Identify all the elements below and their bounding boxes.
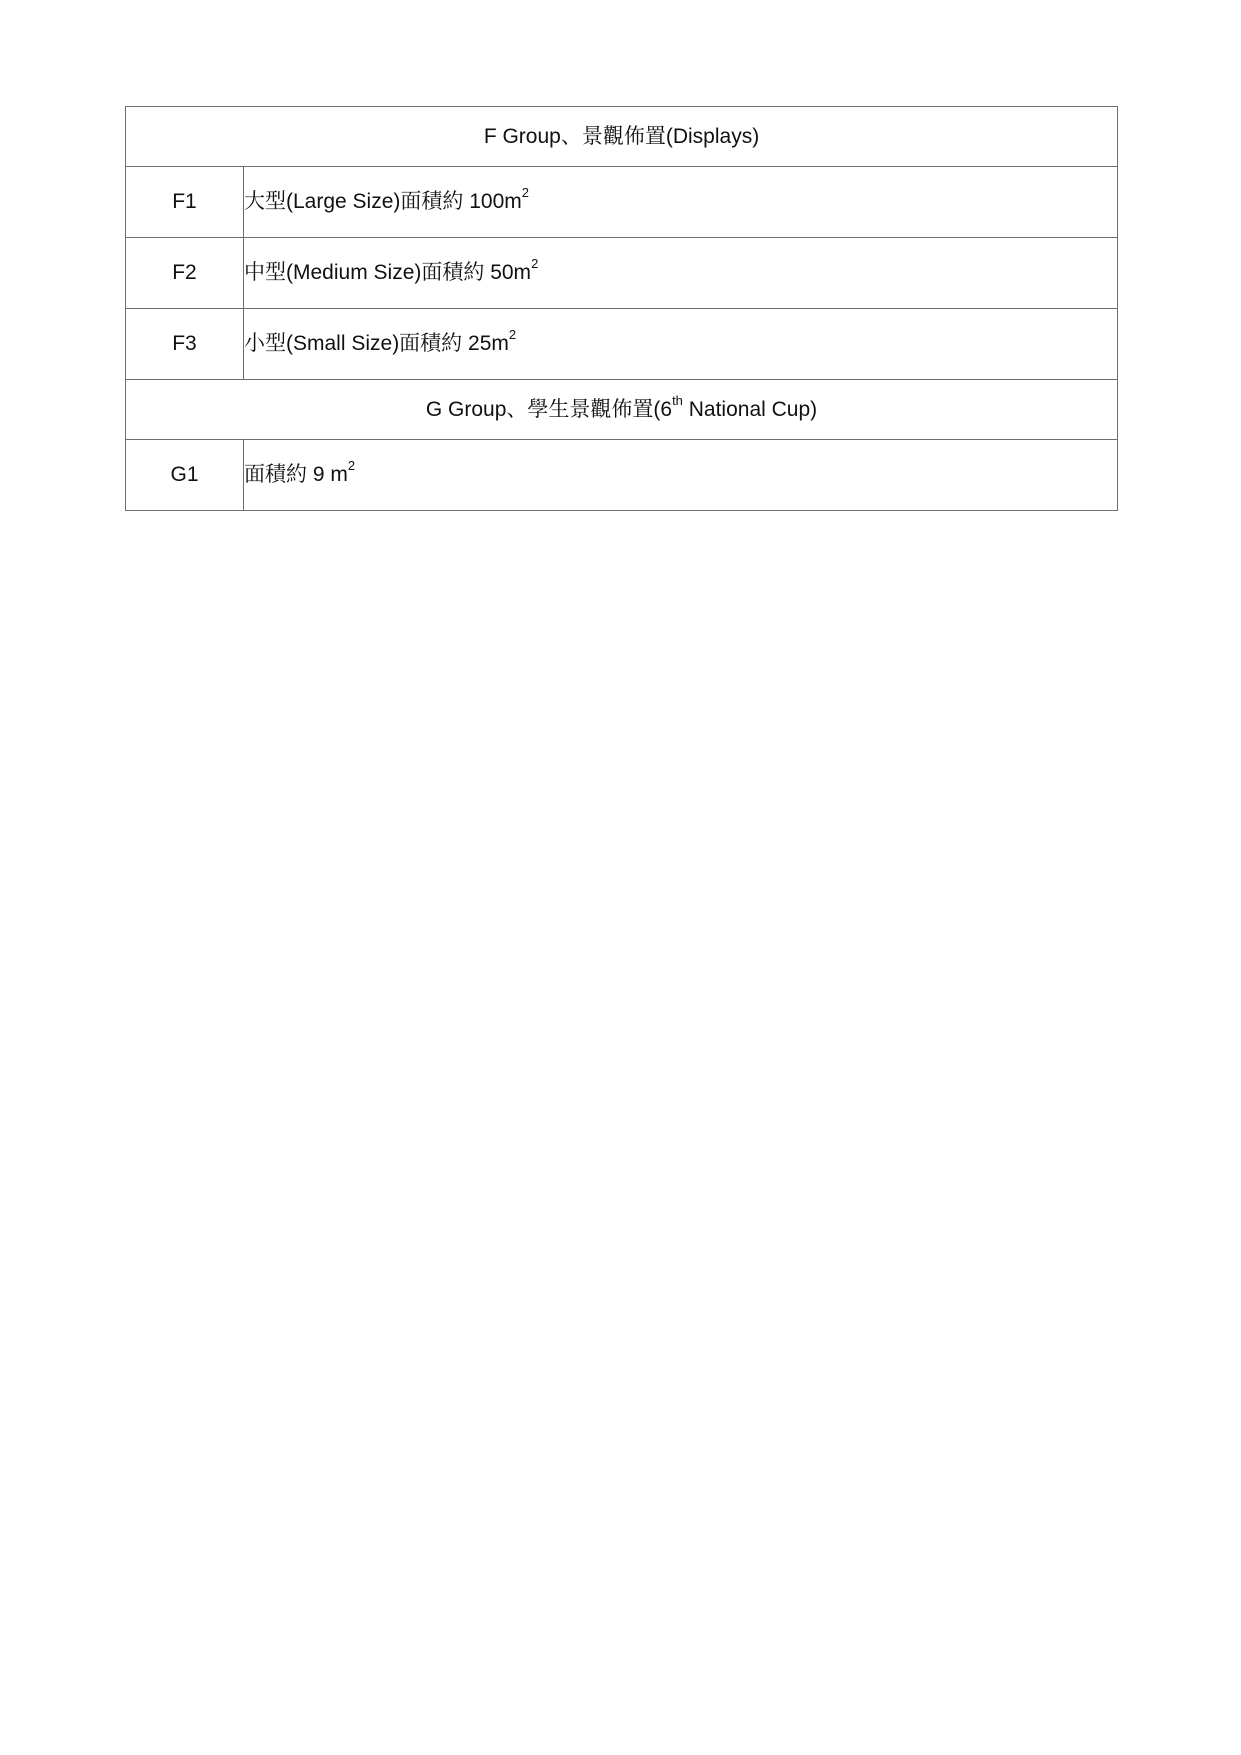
item-code: F2 (126, 238, 244, 309)
group-f-title (126, 107, 1118, 167)
item-description (244, 440, 1118, 511)
group-g-title-suffix: National Cup) (682, 397, 818, 421)
table-row (126, 309, 1118, 380)
superscript-exponent: 2 (531, 256, 539, 272)
table-row (126, 440, 1118, 511)
item-code: F3 (126, 309, 244, 380)
table-row (126, 238, 1118, 309)
item-description-text: 大型(Large Size)面積約 100m (244, 190, 522, 214)
item-description (244, 309, 1118, 380)
ordinal-suffix: th (672, 392, 683, 408)
group-header-row-f (126, 107, 1118, 167)
superscript-exponent: 2 (508, 327, 517, 343)
table-row (126, 167, 1118, 238)
group-f-title-text: F Group、景觀佈置(Displays) (483, 124, 760, 148)
item-code: F1 (126, 167, 244, 238)
item-description-text: 面積約 9 m (244, 463, 348, 487)
item-description (244, 238, 1118, 309)
group-header-row-g (126, 380, 1118, 440)
item-description (244, 167, 1118, 238)
group-g-title-prefix: G Group、學生景觀佈置(6 (425, 397, 673, 421)
group-g-title (126, 380, 1118, 440)
displays-spec-table (125, 106, 1118, 511)
superscript-exponent: 2 (521, 185, 529, 201)
item-code: G1 (126, 440, 244, 511)
item-description-text: 小型(Small Size)面積約 25m (244, 332, 509, 356)
superscript-exponent: 2 (347, 458, 356, 474)
item-description-text: 中型(Medium Size)面積約 50m (244, 261, 532, 285)
